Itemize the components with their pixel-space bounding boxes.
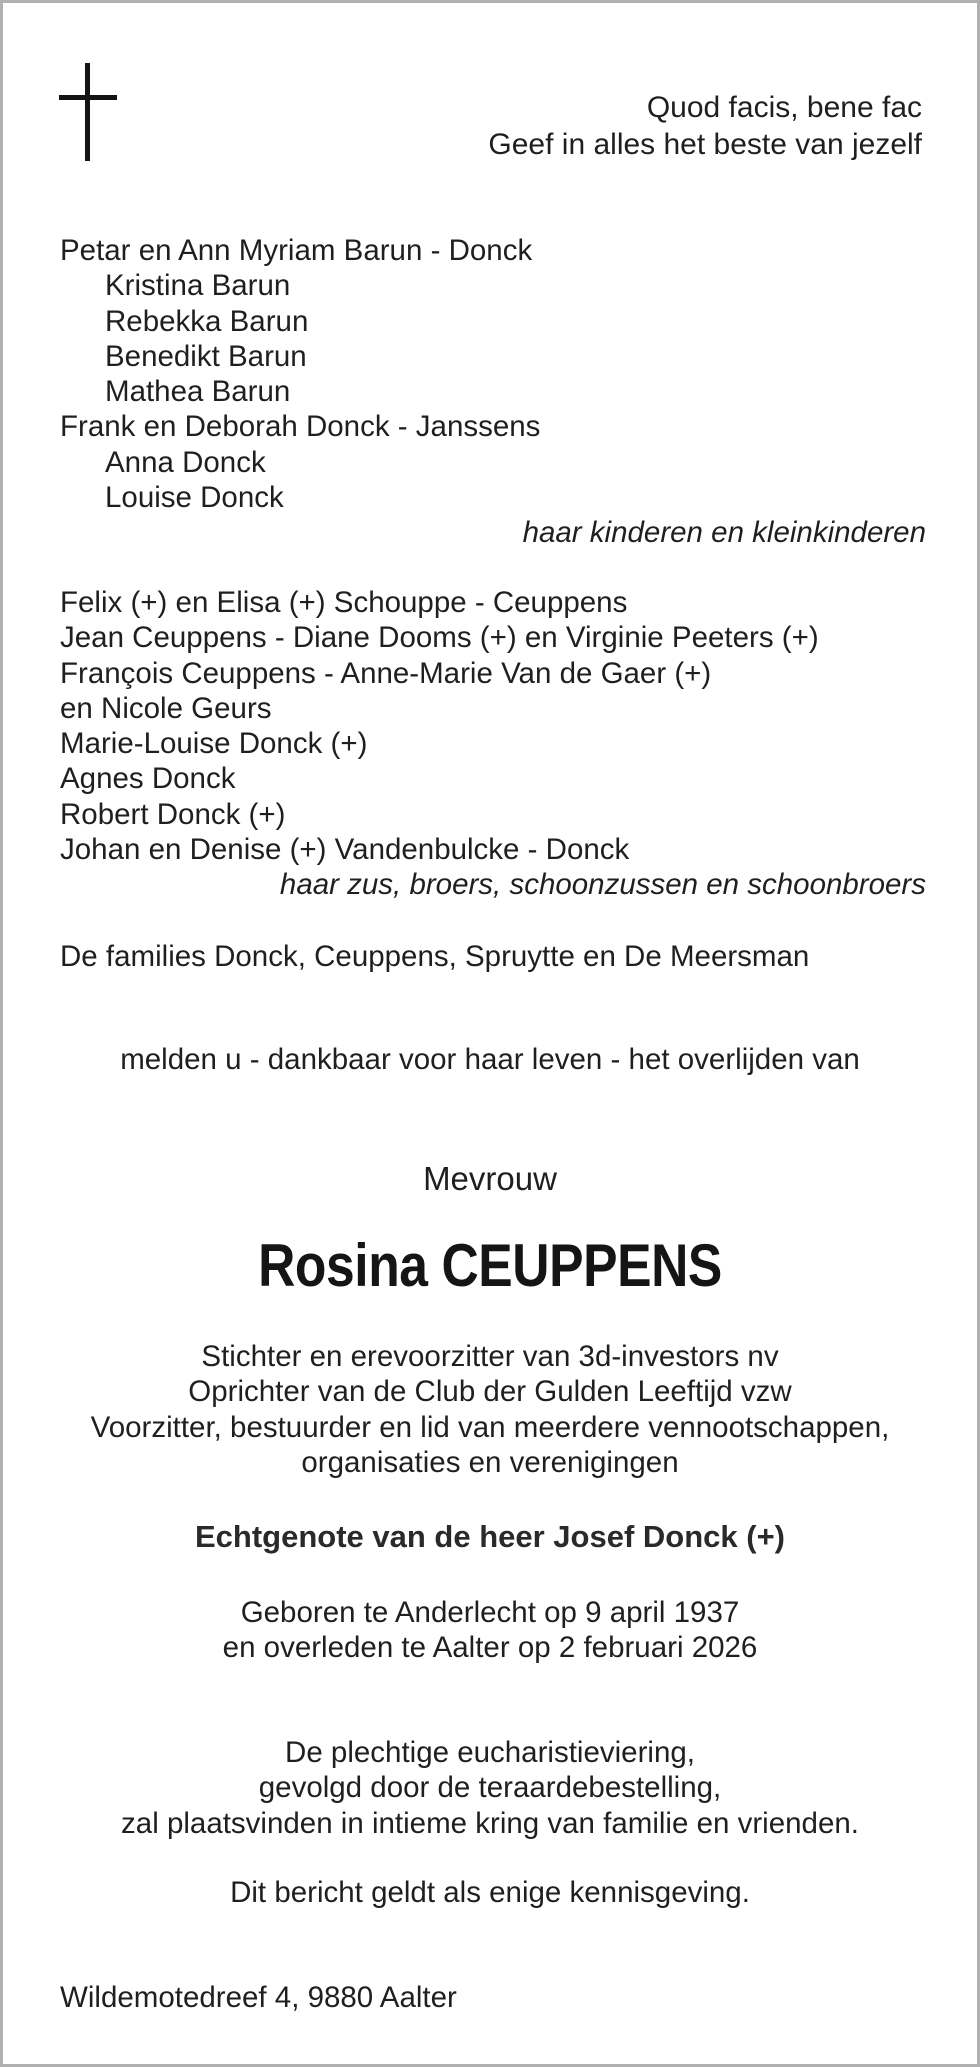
children-block xyxy=(60,233,926,551)
siblings-role: haar zus, broers, schoonzussen en schoonbroers xyxy=(279,868,926,902)
family-member-line: Rebekka Barun xyxy=(105,304,309,338)
function-line: organisaties en verenigingen xyxy=(301,1445,679,1479)
cross-icon xyxy=(59,63,117,163)
family-member-line: Frank en Deborah Donck - Janssens xyxy=(60,410,541,444)
ceremony-text xyxy=(3,1735,977,1841)
family-member-line: François Ceuppens - Anne-Marie Van de Gaer (+) xyxy=(60,656,712,690)
motto xyxy=(488,89,922,163)
families-text: De families Donck, Ceuppens, Spruytte en De Meersman xyxy=(60,940,810,973)
family-member-line: en Nicole Geurs xyxy=(60,691,272,725)
children-role: haar kinderen en kleinkinderen xyxy=(522,516,926,550)
spouse-line: Echtgenote van de heer Josef Donck (+) xyxy=(194,1519,785,1554)
deceased-functions xyxy=(3,1339,977,1480)
siblings-block xyxy=(60,585,926,903)
family-member-line: Jean Ceuppens - Diane Dooms (+) en Virginie Peeters (+) xyxy=(60,621,819,655)
family-member-line: Felix (+) en Elisa (+) Schouppe - Ceuppens xyxy=(60,586,628,619)
motto-line: Geef in alles het beste van jezelf xyxy=(488,128,922,161)
death-line: en overleden te Aalter op 2 februari 2026 xyxy=(222,1631,758,1665)
family-member-line: Johan en Denise (+) Vandenbulcke - Donck xyxy=(60,833,630,867)
family-member-line: Kristina Barun xyxy=(105,269,291,303)
family-member-line: Louise Donck xyxy=(105,481,284,515)
ceremony-line: gevolgd door de teraardebestelling, xyxy=(258,1771,722,1805)
ceremony-line: De plechtige eucharistieviering, xyxy=(285,1736,695,1769)
children-list xyxy=(60,233,926,515)
notice-text: Dit bericht geldt als enige kennisgeving. xyxy=(230,1876,750,1909)
family-member-line: Marie-Louise Donck (+) xyxy=(60,727,368,761)
motto-line: Quod facis, bene fac xyxy=(646,91,922,124)
function-line: Oprichter van de Club der Gulden Leeftijd vzw xyxy=(188,1375,792,1409)
address: Wildemotedreef 4, 9880 Aalter xyxy=(60,1981,457,2014)
family-member-line: Mathea Barun xyxy=(105,375,291,409)
deceased-name: Rosina CEUPPENS xyxy=(258,1232,722,1299)
families-line xyxy=(60,939,926,974)
ceremony-line: zal plaatsvinden in intieme kring van familie en vrienden. xyxy=(121,1806,859,1840)
family-member-line: Agnes Donck xyxy=(60,762,236,796)
life-dates xyxy=(3,1595,977,1666)
birth-line: Geboren te Anderlecht op 9 april 1937 xyxy=(240,1596,740,1629)
function-line: Voorzitter, bestuurder en lid van meerdere vennootschappen, xyxy=(90,1410,890,1444)
family-member-line: Robert Donck (+) xyxy=(60,797,286,831)
family-member-line: Anna Donck xyxy=(105,445,266,479)
siblings-list xyxy=(60,585,926,867)
deceased-title: Mevrouw xyxy=(423,1160,557,1197)
family-member-line: Petar en Ann Myriam Barun - Donck xyxy=(60,234,533,267)
announcement: melden u - dankbaar voor haar leven - het overlijden van xyxy=(120,1043,860,1076)
function-line: Stichter en erevoorzitter van 3d-investors nv xyxy=(201,1340,779,1373)
family-member-line: Benedikt Barun xyxy=(105,339,307,373)
